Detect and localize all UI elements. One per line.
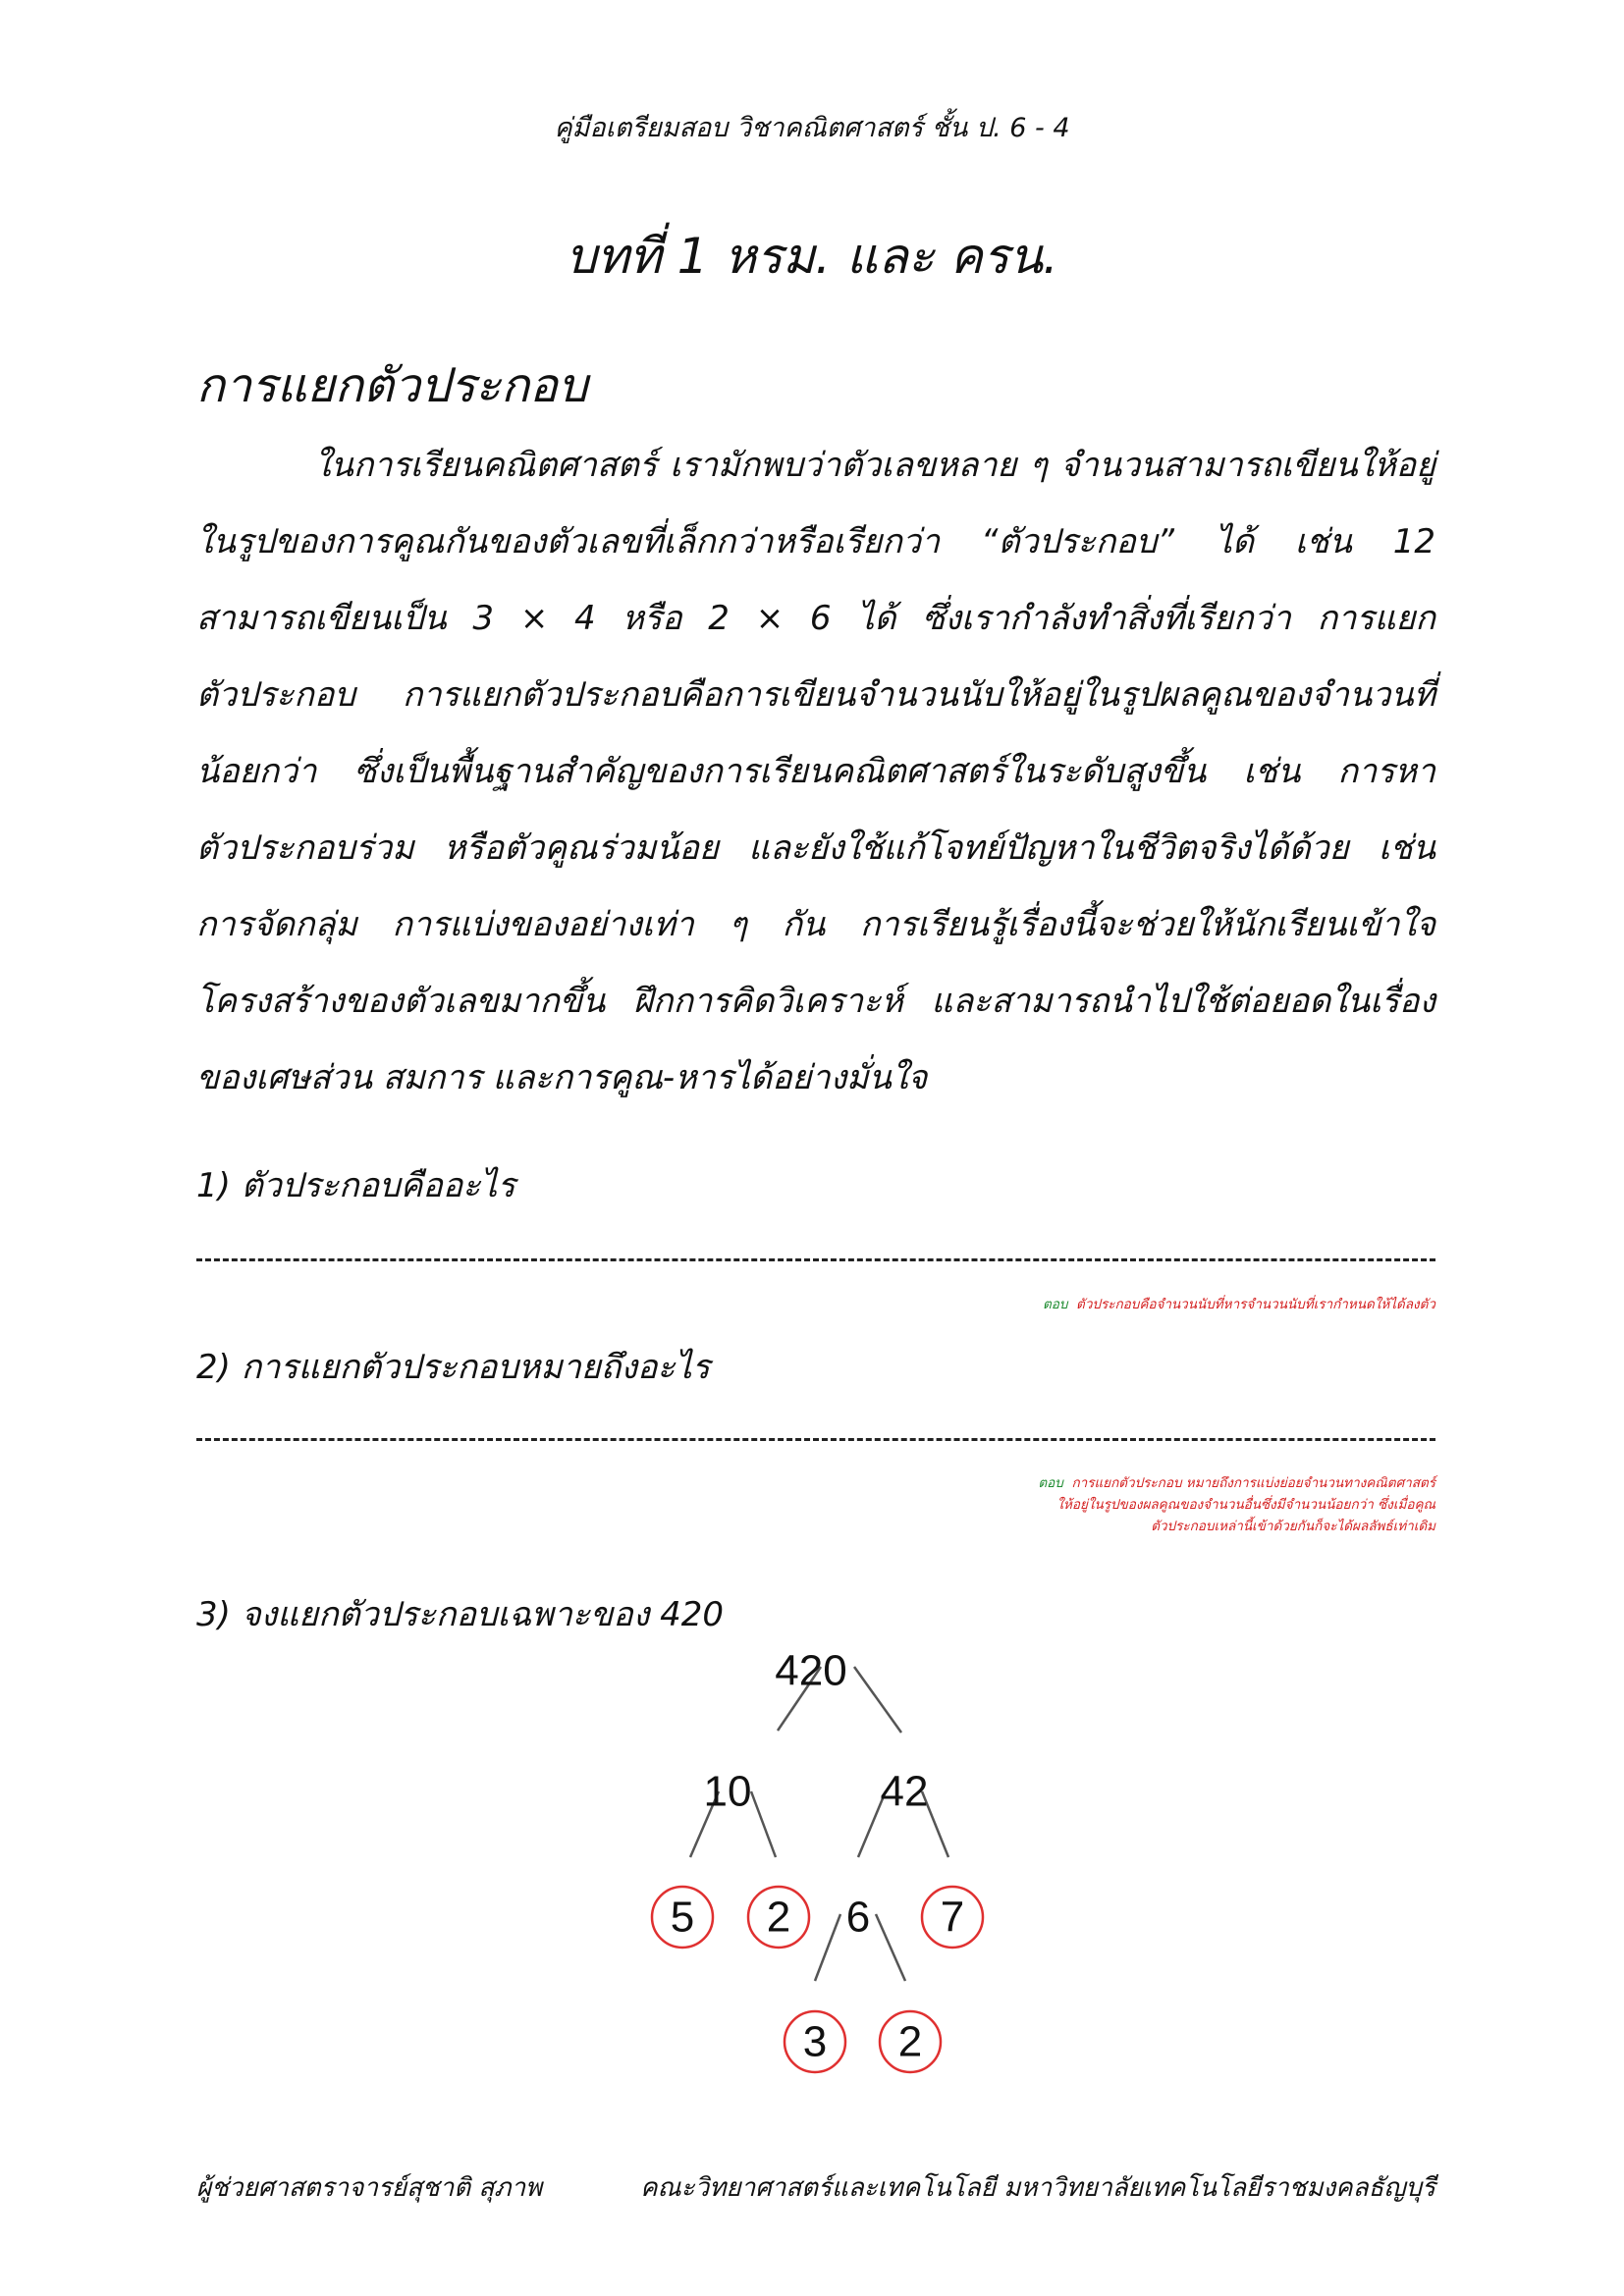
node-2a: 2: [766, 1893, 791, 1942]
answer-1: [748, 1294, 1435, 1315]
intro-paragraph: [196, 427, 1435, 1116]
branch-10-2: [751, 1791, 776, 1857]
node-2b: 2: [897, 2017, 923, 2066]
tree-branches: [690, 1667, 948, 1981]
answer-line-2: [196, 1438, 1435, 1441]
question-1: 1) ตัวประกอบคืออะไร: [196, 1166, 515, 1205]
node-10: 10: [703, 1767, 752, 1816]
answer-2-line-3: ตัวประกอบเหล่านี้เข้าด้วยกันก็จะได้ผลลัพธ์เท่าเดิม: [1151, 1519, 1435, 1534]
question-2: 2) การแยกตัวประกอบหมายถึงอะไร: [196, 1348, 710, 1387]
footer-author: ผู้ช่วยศาสตราจารย์สุชาติ สุภาพ: [196, 2173, 543, 2203]
node-5: 5: [670, 1893, 695, 1942]
section-title: การแยกตัวประกอบ: [196, 358, 588, 413]
intro-text: ในการเรียนคณิตศาสตร์ เรามักพบว่าตัวเลขหลาย ๆ จำนวนสามารถเขียนให้อยู่ในรูปของการคูณกันของตัวเลขที่เล็กกว่าหรือเรียกว่า “ตัวประกอบ” ได้ เช่น 12 สามารถเขียนเป็น 3 × 4 หรือ 2 × 6 ได้ ซึ่งเรากำลังทำสิ่งที่เรียกว่า การแยกตัวประกอบ การแยกตัวประกอบคือการเขียนจำนวนนับให้อยู่ในรูปผลคูณของจำนวนที่น้อยกว่า ซึ่งเป็นพื้นฐานสำคัญของการเรียนคณิตศาสตร์ในระดับสูงขึ้น เช่น การหาตัวประกอบร่วม หรือตัวคูณร่วมน้อย และยังใช้แก้โจทย์ปัญหาในชีวิตจริงได้ด้วย เช่น การจัดกลุ่ม การแบ่งของอย่างเท่า ๆ กัน การเรียนรู้เรื่องนี้จะช่วยให้นักเรียนเข้าใจโครงสร้างของตัวเลขมากขึ้น ฝึกการคิดวิเคราะห์ และสามารถนำไปใช้ต่อยอดในเรื่องของเศษส่วน สมการ และการคูณ-หารได้อย่างมั่นใจ: [196, 446, 1435, 1097]
branch-6-2: [876, 1914, 905, 1981]
answer-2-label: ตอบ: [1038, 1475, 1063, 1491]
node-3: 3: [802, 2017, 828, 2066]
answer-1-label: ตอบ: [1043, 1297, 1068, 1312]
node-6: 6: [845, 1893, 871, 1942]
question-3: 3) จงแยกตัวประกอบเฉพาะของ 420: [196, 1595, 725, 1634]
answer-2-line-2: ให้อยู่ในรูปของผลคูณของจำนวนอื่นซึ่งมีจำนวนน้อยกว่า ซึ่งเมื่อคูณ: [1056, 1497, 1435, 1513]
node-420: 420: [775, 1646, 847, 1695]
footer-institution: คณะวิทยาศาสตร์และเทคโนโลยี มหาวิทยาลัยเทคโนโลยีราชมงคลธัญบุรี: [640, 2173, 1435, 2203]
page-header: คู่มือเตรียมสอบ วิชาคณิตศาสตร์ ชั้น ป. 6 - 4: [554, 113, 1070, 143]
answer-2: [748, 1472, 1435, 1537]
answer-2-line-1: การแยกตัวประกอบ หมายถึงการแบ่งย่อยจำนวนทางคณิตศาสตร์: [1071, 1475, 1435, 1491]
answer-line-1: [196, 1258, 1435, 1261]
branch-420-42: [854, 1667, 901, 1733]
branch-6-3: [815, 1914, 840, 1981]
node-42: 42: [880, 1767, 929, 1816]
factor-tree-diagram: [619, 1629, 1011, 2101]
answer-1-line-1: ตัวประกอบคือจำนวนนับที่หารจำนวนนับที่เรากำหนดให้ได้ลงตัว: [1076, 1297, 1435, 1312]
node-7: 7: [940, 1893, 965, 1942]
chapter-title: บทที่ 1 หรม. และ ครน.: [566, 228, 1058, 285]
